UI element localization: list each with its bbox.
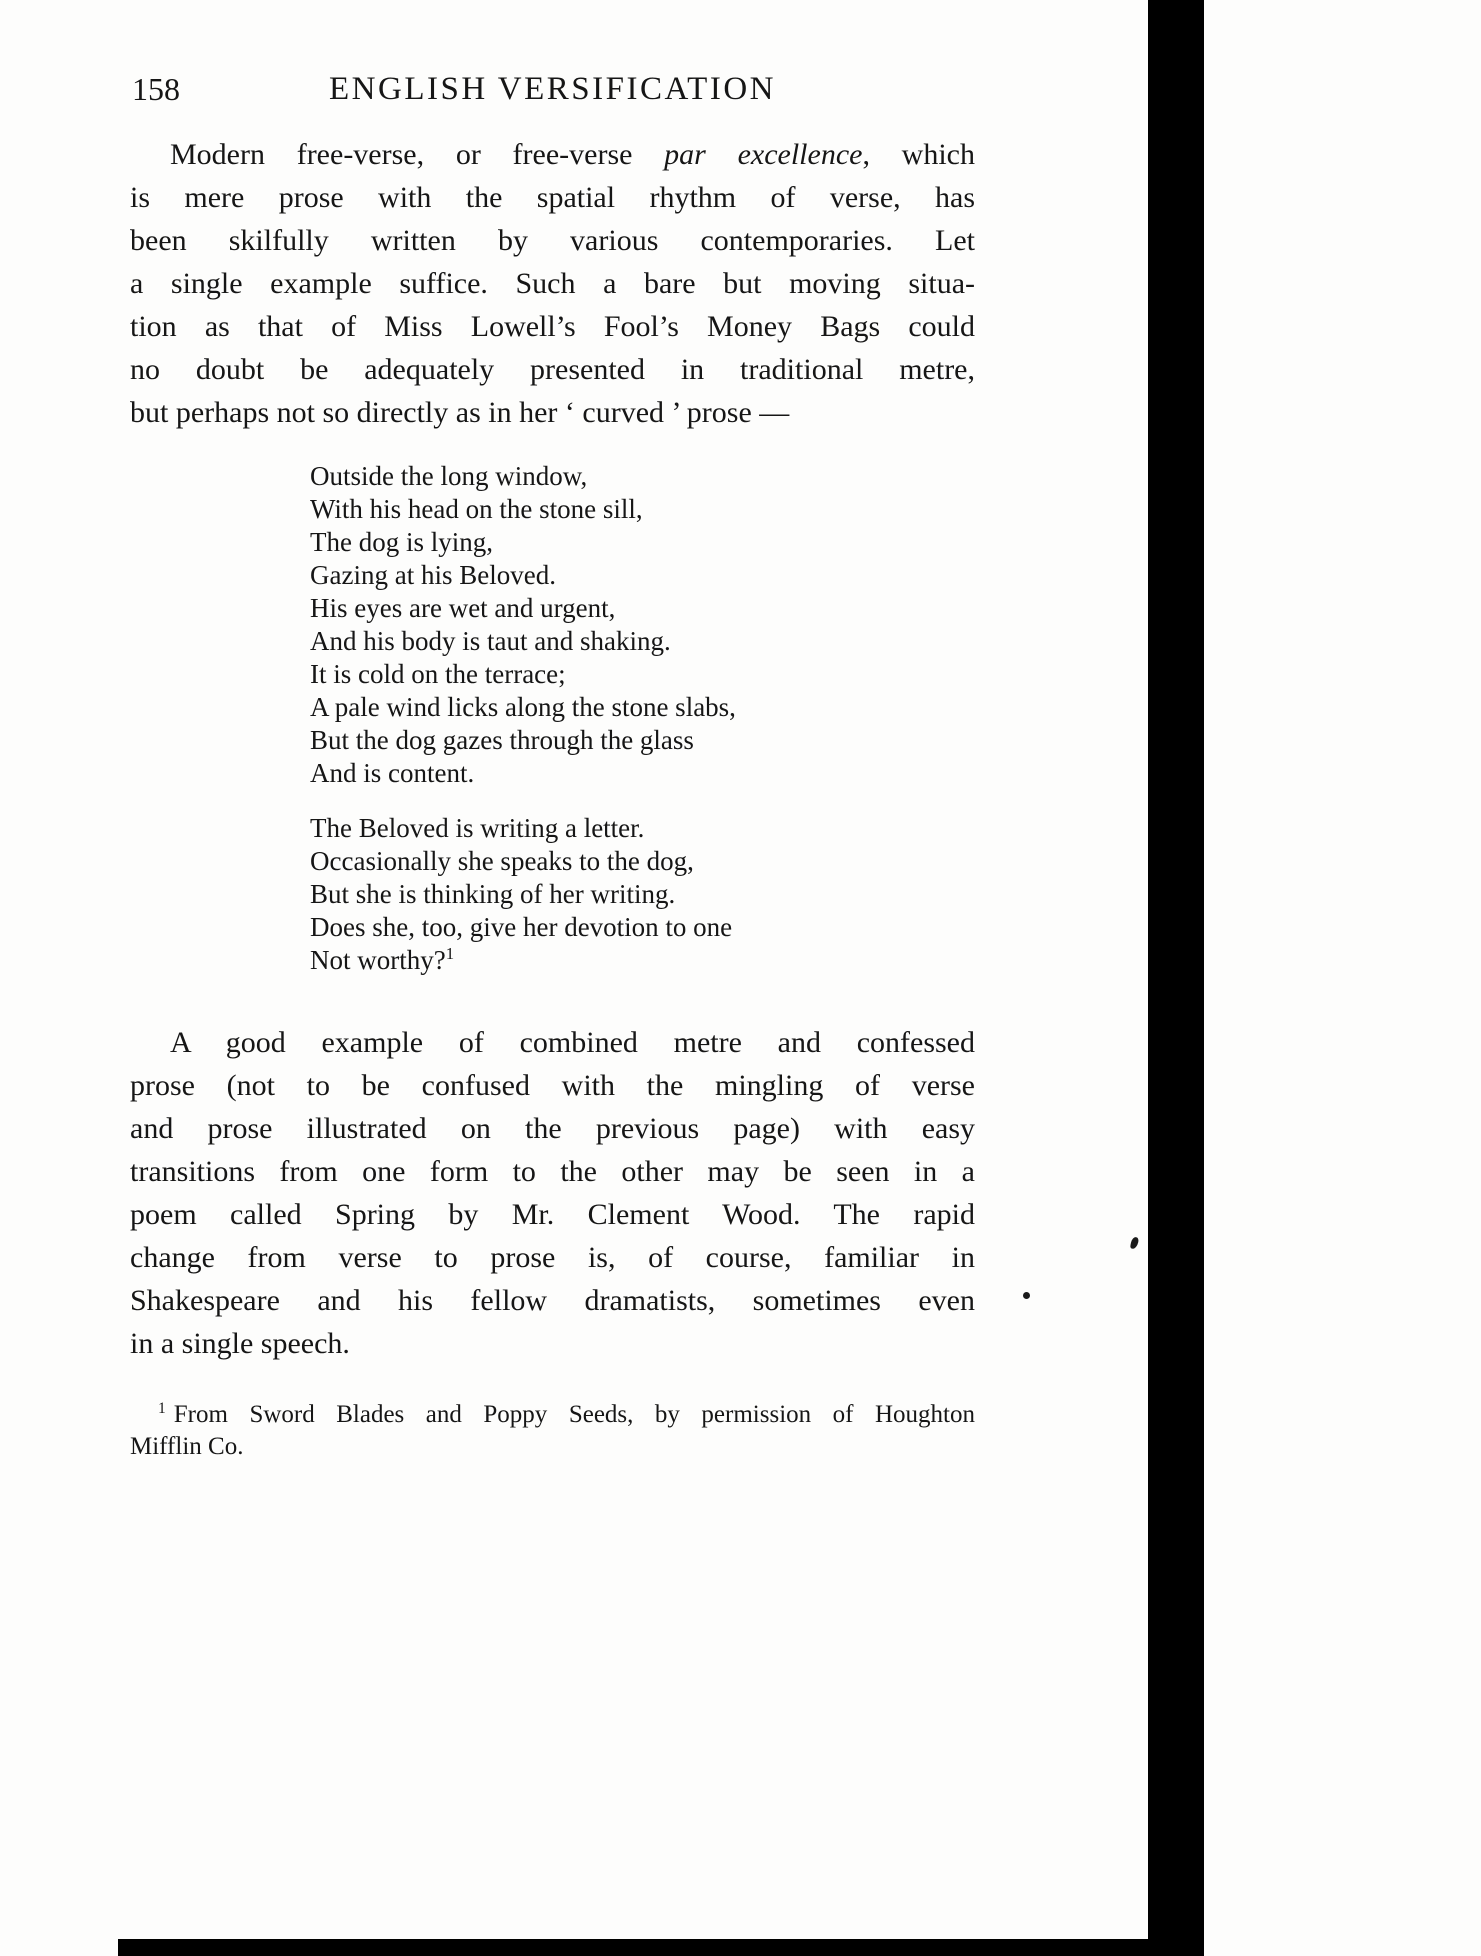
poem-quote xyxy=(310,460,975,977)
text-line: A good example of combined metre and confessed xyxy=(170,1026,975,1059)
poem-stanza-1 xyxy=(310,460,975,790)
text-line: but perhaps not so directly as in her ‘ curved ’ prose — xyxy=(130,396,790,429)
text-line: Shakespeare and his fellow dramatists, sometimes even xyxy=(130,1284,975,1317)
poem-line xyxy=(310,944,975,977)
poem-stanza-2 xyxy=(310,812,975,977)
paragraph-2 xyxy=(130,1021,975,1365)
text-line: and prose illustrated on the previous page) with easy xyxy=(130,1112,975,1145)
poem-line: And his body is taut and shaking. xyxy=(310,626,671,656)
scan-artifact-bottom-bar xyxy=(118,1939,1204,1956)
text-segment: Modern free-verse, or free-verse xyxy=(170,138,665,171)
text-line xyxy=(130,133,975,176)
poem-line: Occasionally she speaks to the dog, xyxy=(310,846,694,876)
text-line: poem called Spring by Mr. Clement Wood. The rapid xyxy=(130,1198,975,1231)
scan-artifact-right-bar xyxy=(1148,0,1204,1956)
poem-line: Gazing at his Beloved. xyxy=(310,560,556,590)
footnote-line: Mifflin Co. xyxy=(130,1433,244,1460)
poem-line: But she is thinking of her writing. xyxy=(310,879,676,909)
poem-line: The Beloved is writing a letter. xyxy=(310,813,645,843)
spacer xyxy=(310,790,975,812)
italic-phrase: par excellence xyxy=(664,138,863,171)
text-line: is mere prose with the spatial rhythm of verse, has xyxy=(130,181,975,214)
paragraph-1 xyxy=(130,133,975,434)
poem-line: Does she, too, give her devotion to one xyxy=(310,912,733,942)
ink-speck xyxy=(1023,1292,1030,1299)
page-title: ENGLISH VERSIFICATION xyxy=(329,71,776,107)
text-line: in a single speech. xyxy=(130,1327,350,1360)
footnote-reference: 1 xyxy=(445,944,455,963)
footnote-text: From Sword Blades and Poppy Seeds, by permission of Houghton xyxy=(173,1401,975,1428)
spacer xyxy=(130,434,975,460)
text-segment: , which xyxy=(862,138,975,171)
poem-line: With his head on the stone sill, xyxy=(310,494,643,524)
poem-line: Outside the long window, xyxy=(310,461,588,491)
footnote xyxy=(130,1399,975,1463)
footnote-marker: 1 xyxy=(158,1399,166,1417)
ink-speck xyxy=(1130,1236,1139,1249)
text-line: prose (not to be confused with the mingling of verse xyxy=(130,1069,975,1102)
poem-line: The dog is lying, xyxy=(310,527,493,557)
poem-line: A pale wind licks along the stone slabs, xyxy=(310,692,736,722)
poem-line: And is content. xyxy=(310,758,475,788)
text-line: a single example suffice. Such a bare but moving situa- xyxy=(130,267,975,300)
poem-line: His eyes are wet and urgent, xyxy=(310,593,616,623)
poem-line: But the dog gazes through the glass xyxy=(310,725,694,755)
footnote-line xyxy=(130,1399,975,1431)
spacer xyxy=(130,1365,975,1399)
text-line: transitions from one form to the other may be seen in a xyxy=(130,1155,975,1188)
spacer xyxy=(130,977,975,1021)
page-header xyxy=(130,66,975,112)
text-segment: Not worthy? xyxy=(310,945,446,975)
text-column xyxy=(130,66,975,1463)
page-number: 158 xyxy=(132,71,180,107)
text-line: tion as that of Miss Lowell’s Fool’s Money Bags could xyxy=(130,310,975,343)
spacer xyxy=(130,112,975,133)
text-line: been skilfully written by various contemporaries. Let xyxy=(130,224,975,257)
text-line: no doubt be adequately presented in traditional metre, xyxy=(130,353,975,386)
text-line: change from verse to prose is, of course, familiar in xyxy=(130,1241,975,1274)
poem-line: It is cold on the terrace; xyxy=(310,659,566,689)
